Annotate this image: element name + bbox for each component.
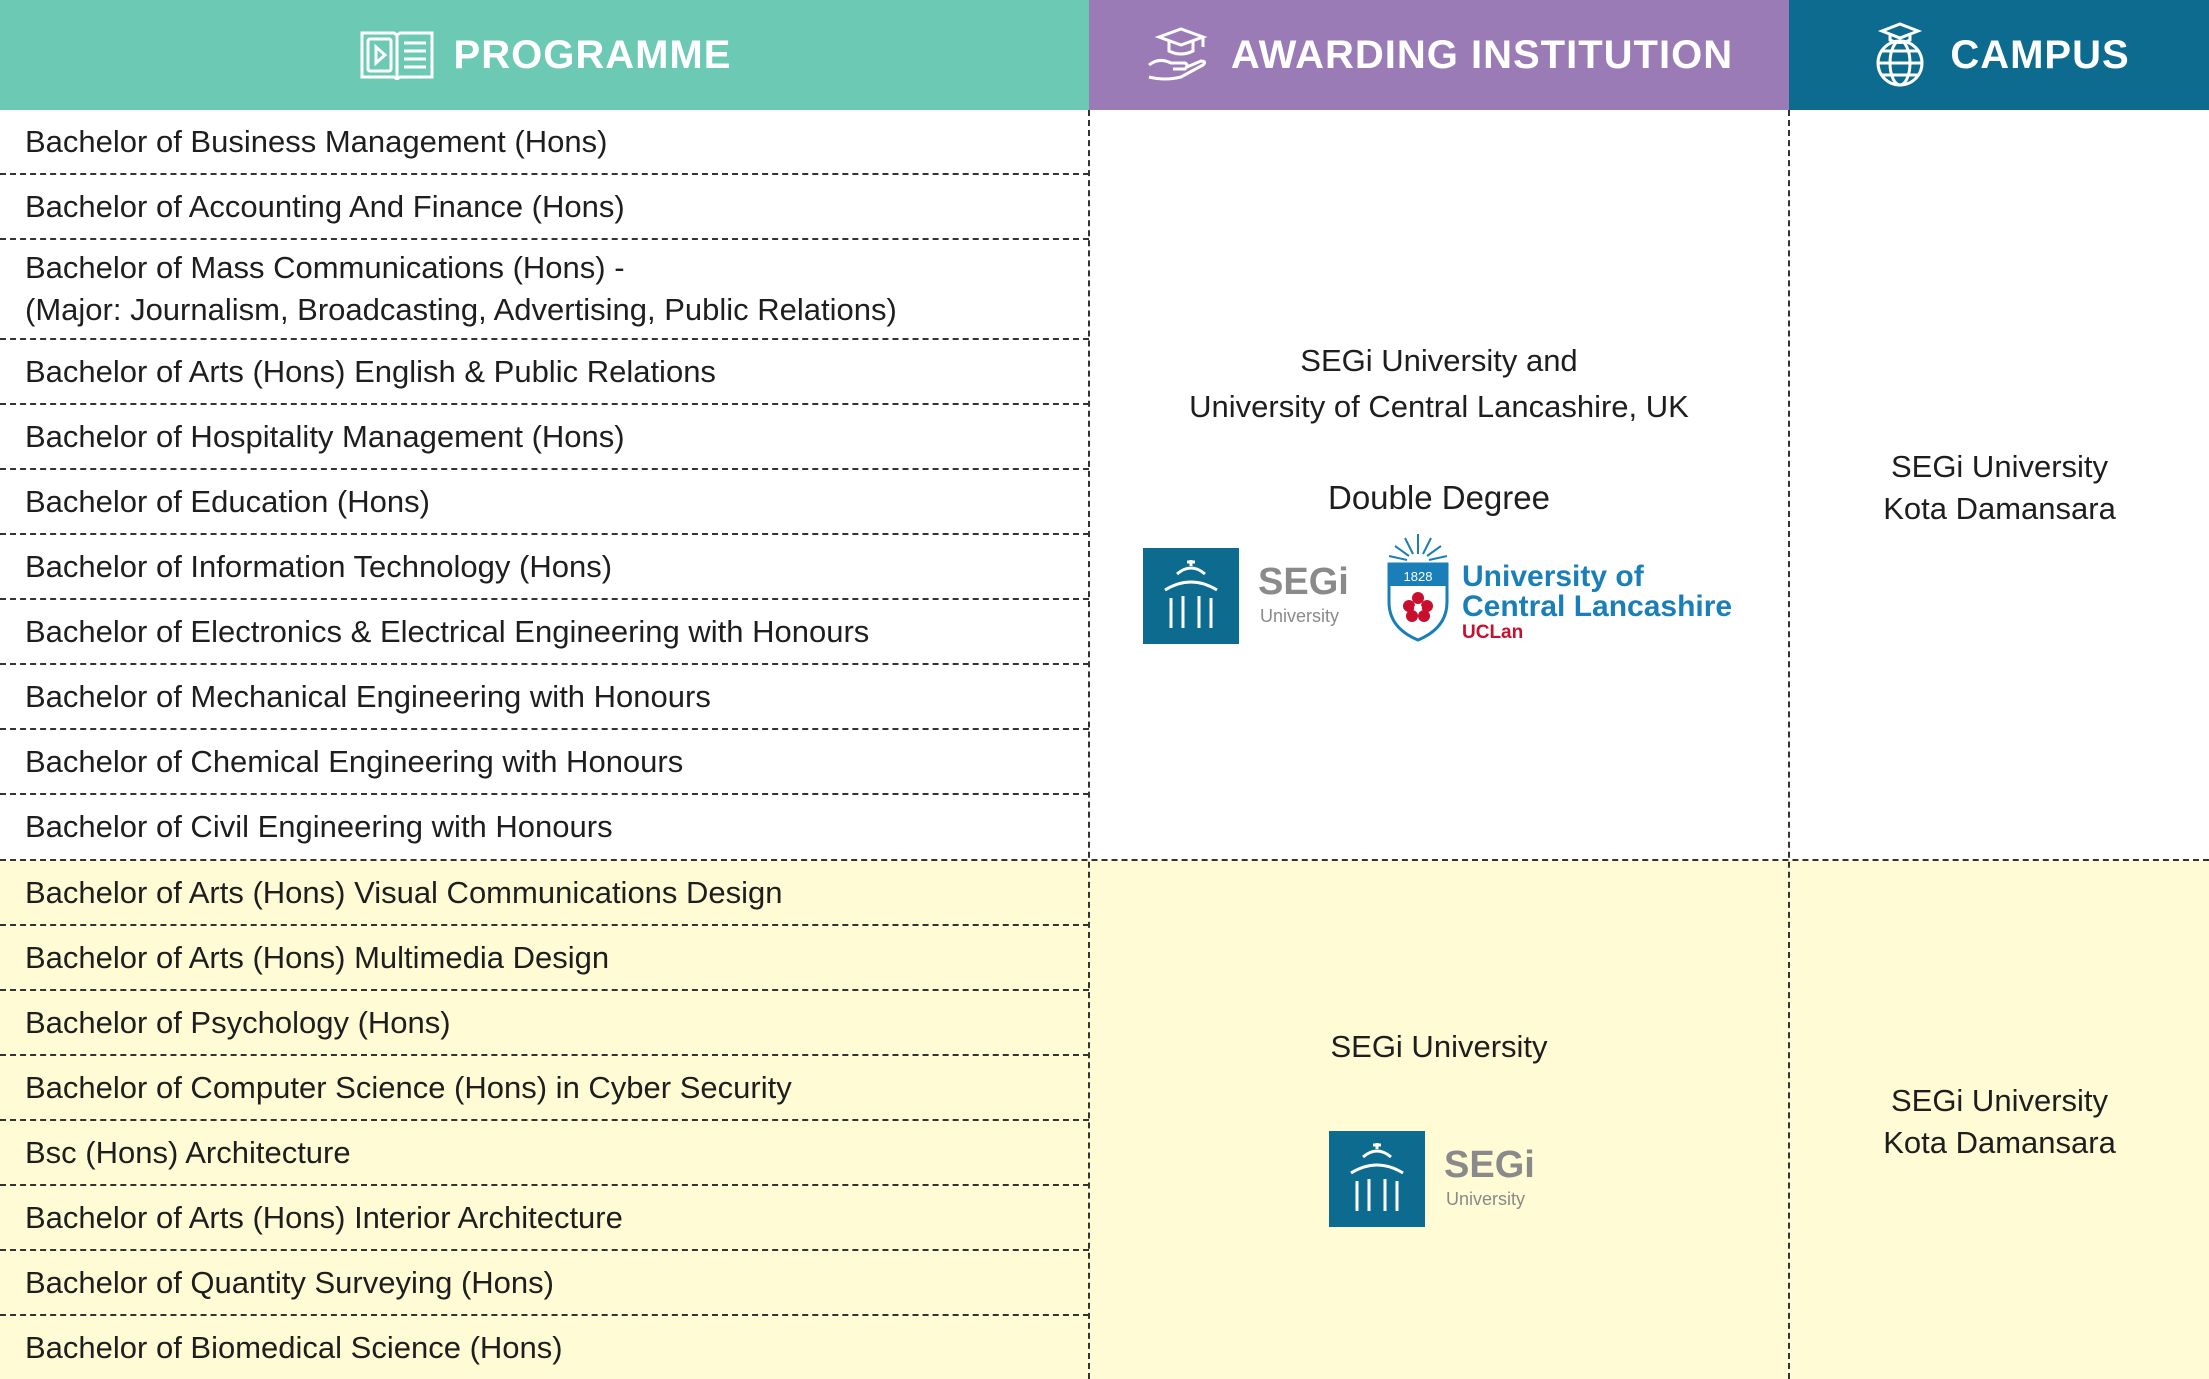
campus-line1: SEGi University — [1890, 1083, 2109, 1118]
campus-header-label: CAMPUS — [1950, 32, 2130, 77]
uclan-year: 1828 — [1403, 569, 1433, 584]
programme-name: Bachelor of Arts (Hons) Interior Architecture — [25, 1199, 623, 1235]
programme-name: Bachelor of Quantity Surveying (Hons) — [25, 1264, 554, 1300]
programme-row — [0, 110, 1089, 175]
programme-name: Bachelor of Arts (Hons) Multimedia Design — [25, 939, 610, 975]
programme-row — [0, 1316, 1089, 1379]
programme-name: Bachelor of Biomedical Science (Hons) — [25, 1329, 563, 1365]
segi-logo-mark — [1143, 548, 1239, 644]
programme-row — [0, 600, 1089, 665]
programme-row — [0, 665, 1089, 730]
campus-line1: SEGi University — [1890, 449, 2109, 484]
programme-name: Bachelor of Computer Science (Hons) in Cyber Security — [25, 1069, 792, 1105]
uclan-crest-icon — [1385, 532, 1451, 644]
programme-name: Bsc (Hons) Architecture — [25, 1134, 351, 1170]
programme-row — [0, 730, 1089, 795]
segi-wordmark-sub: University — [1260, 606, 1340, 626]
programme-row — [0, 340, 1089, 405]
programme-row — [0, 1056, 1089, 1121]
programme-row — [0, 1121, 1089, 1186]
campus-header — [1789, 0, 2209, 110]
uclan-name-line2: Central Lancashire — [1462, 590, 1733, 623]
programme-name: Bachelor of Hospitality Management (Hons) — [25, 418, 625, 454]
globe-graduation-cap-icon — [1868, 21, 1932, 89]
programme-row — [0, 470, 1089, 535]
programme-name: Bachelor of Arts (Hons) English & Public Relations — [25, 353, 716, 389]
programme-row — [0, 240, 1089, 340]
programme-name: Bachelor of Education (Hons) — [25, 483, 430, 519]
group2-awarding-institution: SEGi University — [1330, 1029, 1548, 1064]
double-degree-label: Double Degree — [1328, 479, 1550, 516]
campus-line2: Kota Damansara — [1883, 1125, 2116, 1160]
programme-name: Bachelor of Civil Engineering with Honours — [25, 809, 613, 844]
book-play-icon — [358, 27, 436, 83]
programme-row — [0, 991, 1089, 1056]
institution-line2: University of Central Lancashire, UK — [1189, 389, 1689, 424]
programme-name: Bachelor of Psychology (Hons) — [25, 1004, 451, 1040]
segi-wordmark: SEGi — [1444, 1144, 1535, 1186]
programme-row — [0, 926, 1089, 991]
group1-campus — [1790, 446, 2209, 530]
institution-line1: SEGi University and — [1300, 343, 1578, 378]
programme-header-label: PROGRAMME — [453, 32, 732, 77]
programme-name: Bachelor of Electronics & Electrical Engineering with Honours — [25, 613, 870, 649]
segi-wordmark-sub: University — [1446, 1189, 1526, 1209]
programme-name: Bachelor of Chemical Engineering with Honours — [25, 743, 684, 779]
segi-wordmark: SEGi — [1258, 561, 1349, 603]
awarding-institution-header-label: AWARDING INSTITUTION — [1230, 32, 1734, 77]
programme-header — [0, 0, 1089, 110]
segi-logo-mark — [1329, 1131, 1425, 1227]
programme-major: (Major: Journalism, Broadcasting, Advertising, Public Relations) — [25, 292, 897, 327]
programme-row — [0, 535, 1089, 600]
programme-row — [0, 175, 1089, 240]
segi-building-icon — [1143, 548, 1239, 644]
programme-row — [0, 405, 1089, 470]
campus-line2: Kota Damansara — [1883, 491, 2116, 526]
column-divider-2 — [1788, 110, 1790, 1379]
programme-row — [0, 861, 1089, 926]
programme-name: Bachelor of Mechanical Engineering with Honours — [25, 678, 711, 714]
programme-row — [0, 1251, 1089, 1316]
programme-name: Bachelor of Business Management (Hons) — [25, 123, 608, 159]
programme-name: Bachelor of Arts (Hons) Visual Communications Design — [25, 874, 783, 910]
hand-graduation-cap-icon — [1145, 25, 1213, 85]
uclan-name-line1: University of — [1462, 560, 1644, 593]
group1-awarding-institution — [1090, 338, 1788, 430]
uclan-short-name: UCLan — [1462, 622, 1524, 643]
group2-campus — [1790, 1080, 2209, 1164]
segi-building-icon — [1329, 1131, 1425, 1227]
programme-name: Bachelor of Information Technology (Hons) — [25, 548, 613, 584]
programme-name: Bachelor of Mass Communications (Hons) - — [25, 250, 625, 285]
awarding-institution-header — [1089, 0, 1789, 110]
programme-name: Bachelor of Accounting And Finance (Hons) — [25, 188, 625, 224]
programme-row — [0, 795, 1089, 859]
programme-row — [0, 1186, 1089, 1251]
